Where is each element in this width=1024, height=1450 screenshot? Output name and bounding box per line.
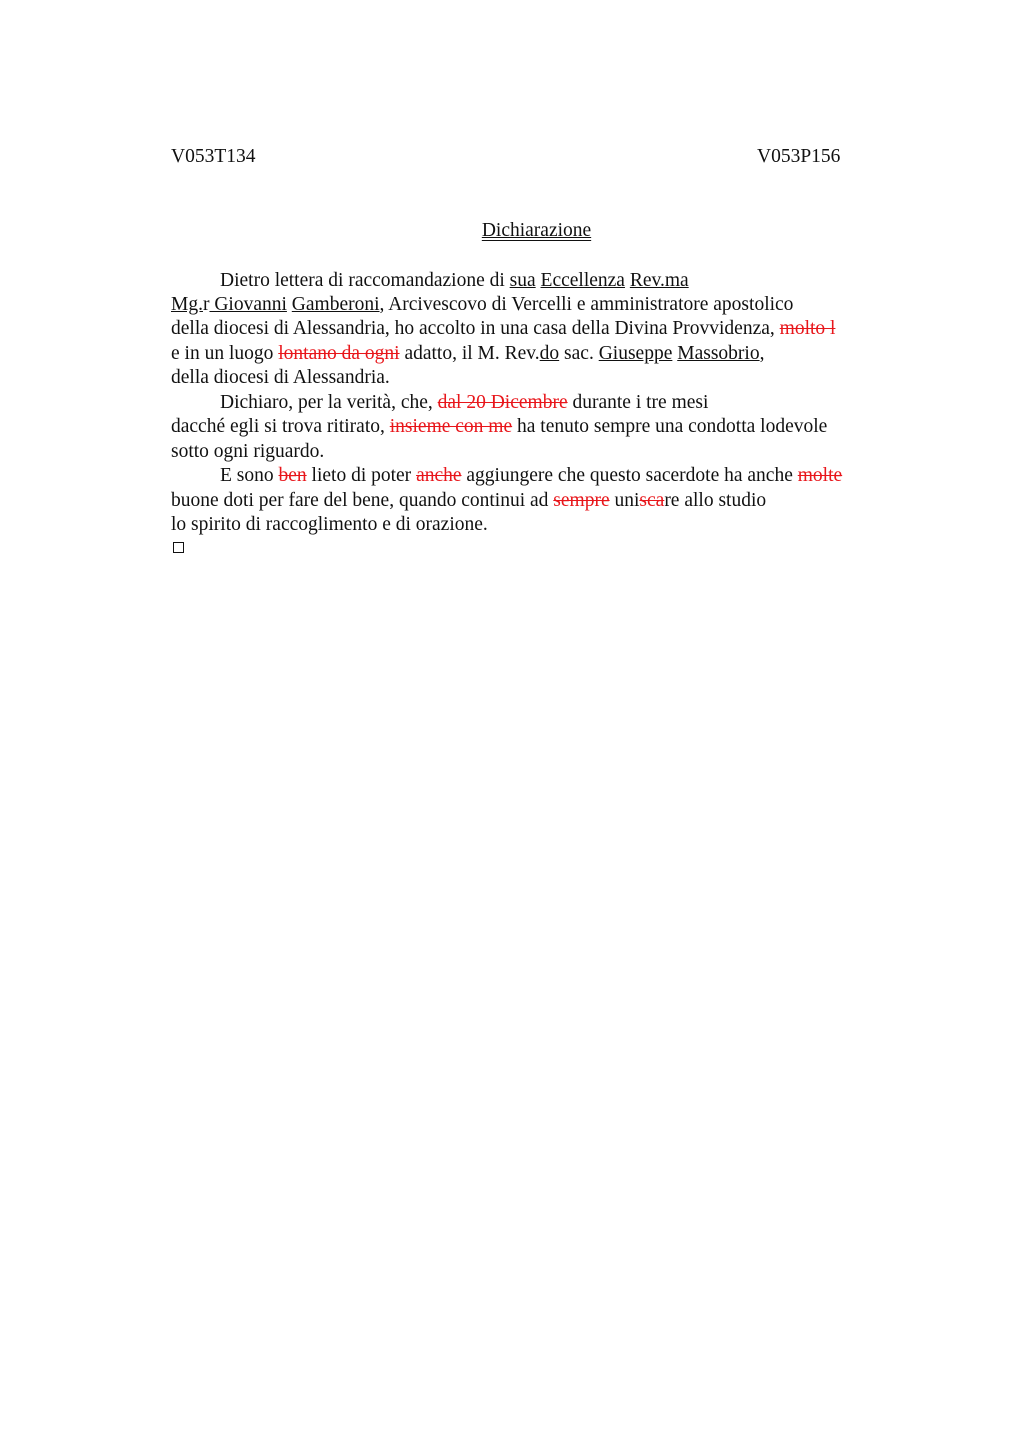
underlined-word: sua — [509, 270, 536, 291]
text-run: dacché egli si trova ritirato, — [171, 416, 390, 437]
document-title-text: Dichiarazione — [481, 220, 592, 241]
text-run: , — [759, 343, 765, 364]
text-run: Dietro lettera di raccomandazione di — [220, 270, 510, 291]
underlined-word: Rev.ma — [629, 270, 689, 291]
paragraph-2-line-2 — [171, 415, 827, 439]
text-run: uni — [609, 490, 640, 511]
text-run: Dichiaro, per la verità, che, — [220, 392, 438, 413]
text-run: lieto di poter — [306, 465, 417, 486]
text-run: della diocesi di Alessandria, ho accolto in una casa della Divina Provvidenza, — [171, 318, 780, 339]
underlined-word: do — [539, 343, 560, 364]
end-of-document-box-icon — [173, 542, 184, 553]
deleted-text: molte — [797, 465, 843, 486]
document-title — [0, 220, 1024, 242]
text-run: r — [202, 294, 210, 315]
deleted-text: sempre — [553, 490, 610, 511]
underlined-word: Giuseppe — [598, 343, 673, 364]
underlined-word: Mg. — [171, 294, 203, 315]
underlined-word: Gamberoni — [291, 294, 380, 315]
paragraph-3-line-3: lo spirito di raccoglimento e di orazione. — [171, 514, 488, 535]
text-run: aggiungere che questo sacerdote ha anche — [461, 465, 798, 486]
text-run: durante i tre mesi — [567, 392, 709, 413]
paragraph-1-line-3 — [171, 317, 835, 341]
underlined-word: Eccellenza — [540, 270, 625, 291]
paragraph-2-line-1 — [220, 391, 708, 415]
text-run: E sono — [220, 465, 279, 486]
paragraph-1-line-1 — [220, 269, 689, 293]
underlined-word: Massobrio — [677, 343, 760, 364]
deleted-text: sca — [639, 490, 665, 511]
text-run: sac. — [559, 343, 599, 364]
text-run: re allo studio — [664, 490, 767, 511]
paragraph-1-line-5: della diocesi di Alessandria. — [171, 367, 390, 388]
paragraph-3-line-2 — [171, 489, 766, 513]
deleted-text: dal 20 Dicembre — [437, 392, 568, 413]
underlined-word: Giovanni — [209, 294, 287, 315]
paragraph-3-line-1 — [220, 464, 842, 488]
deleted-text: ben — [278, 465, 307, 486]
deleted-text: lontano da ogni — [278, 343, 400, 364]
text-run: buone doti per fare del bene, quando continui ad — [171, 490, 554, 511]
paragraph-2-line-3: sotto ogni riguardo. — [171, 441, 325, 462]
paragraph-1-line-4 — [171, 342, 764, 366]
text-run: e in un luogo — [171, 343, 279, 364]
page-code-right: V053P156 — [757, 146, 841, 167]
text-run: , Arcivescovo di Vercelli e amministratore apostolico — [379, 294, 794, 315]
paragraph-1-line-2 — [171, 293, 793, 317]
deleted-text: insieme con me — [389, 416, 513, 437]
text-run: adatto, il M. Rev. — [399, 343, 540, 364]
deleted-text: anche — [416, 465, 462, 486]
text-run: ha tenuto sempre una condotta lodevole — [512, 416, 828, 437]
document-code-left: V053T134 — [171, 146, 256, 167]
deleted-text: molto l — [779, 318, 836, 339]
